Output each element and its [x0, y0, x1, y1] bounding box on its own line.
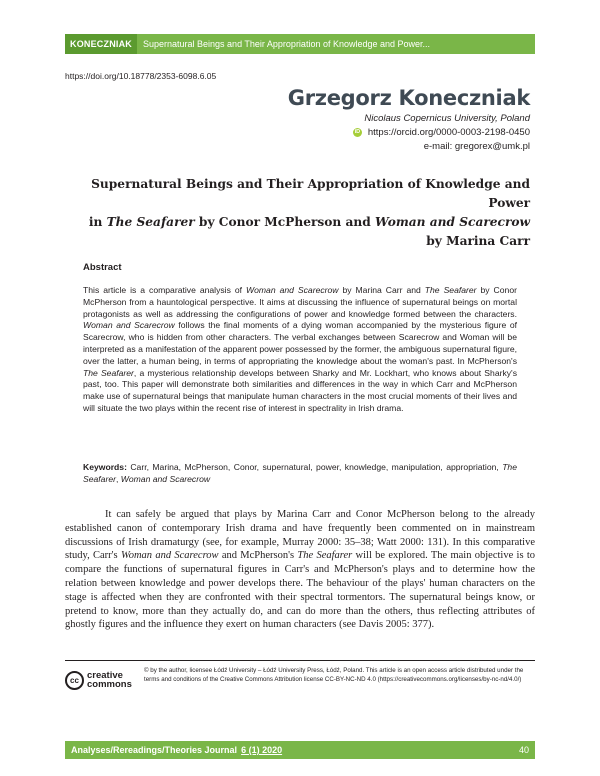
abstract-heading: Abstract [83, 262, 122, 273]
title-work-seafarer: The Seafarer [106, 215, 195, 229]
body-segment: and McPherson's [218, 550, 298, 562]
orcid-icon: iD [354, 129, 361, 135]
body-paragraph [65, 508, 535, 632]
journal-name: Analyses/Rereadings/Theories Journal [71, 745, 238, 755]
creative-commons-logo[interactable] [65, 668, 137, 692]
title-text: in [88, 215, 107, 229]
keyword-work-title: Woman and Scarecrow [120, 473, 211, 484]
abstract-segment: This article is a comparative analysis of [83, 285, 246, 295]
keywords-sep: , [115, 473, 121, 484]
body-work-title: Woman and Scarecrow [120, 550, 219, 562]
abstract-segment: by Marina Carr and [338, 285, 425, 295]
keywords-list: Carr, Marina, McPherson, Conor, supernatural, power, knowledge, manipulation, appropriation, [126, 462, 503, 472]
abstract-segment: , a mysterious relationship develops between Sharky and Mr. Lockhart, who knows about Sharky's past, too. This paper will demonstrate both similarities and differences in the way in which Carr and McPherson make use of supernatural beings that manipulate human characters in the most crucial moments of their lives and will situate the two plays within the recent rise of interest in spectrality in Irish drama. [83, 367, 517, 413]
body-segment: It can safely be argued that plays by Marina Carr and Conor McPherson belong to the already established canon of contemporary Irish drama and have frequently been commented on in mainstream discussions of Irish dramaturgy (see, for example, Murray 2000: 35–38; Watt 2000: 131). In this comparative study, Carr's [65, 509, 535, 562]
article-title [60, 175, 530, 251]
running-header [65, 34, 535, 54]
cc-word: creative [87, 670, 123, 681]
journal-issue-link[interactable]: 6 (1) 2020 [241, 745, 283, 755]
abstract-segment: follows the final moments of a dying woman accompanied by the mysterious figure of Scarecrow, who is hidden from other characters. The verbal exchanges between Scarecrow and Woman will be interpreted as a manifestation of the apparent power possessed by the former, the ambiguous supernatural figure, over the latter, a human being, in terms of appropriating the knowledge about the woman's past. In McPherson's [83, 320, 517, 366]
title-line-1: Supernatural Beings and Their Appropriation of Knowledge and Power [91, 177, 530, 210]
license-divider [65, 660, 535, 661]
keywords [83, 462, 517, 486]
journal-footer [65, 741, 535, 759]
author-block [288, 86, 530, 152]
cc-icon: cc [65, 671, 84, 690]
orcid-line [288, 127, 530, 138]
abstract-work-title: The Seafarer [424, 285, 477, 295]
keyword-work-title: The Seafarer [83, 462, 517, 484]
doi-link[interactable]: https://doi.org/10.18778/2353-6098.6.05 [65, 71, 217, 81]
author-affiliation: Nicolaus Copernicus University, Poland [364, 113, 530, 124]
author-email[interactable]: e-mail: gregorex@umk.pl [423, 141, 530, 152]
cc-wordmark [87, 671, 132, 689]
journal-info [71, 745, 282, 755]
running-title: Supernatural Beings and Their Appropriation of Knowledge and Power... [143, 39, 431, 49]
title-work-scarecrow: Woman and Scarecrow [375, 215, 530, 229]
abstract-work-title: Woman and Scarecrow [246, 285, 339, 295]
abstract-work-title: Woman and Scarecrow [83, 320, 175, 331]
body-work-title: The Seafarer [297, 550, 353, 562]
title-line-3: by Marina Carr [426, 234, 530, 248]
author-name: Grzegorz Koneczniak [287, 86, 530, 110]
orcid-link[interactable]: https://orcid.org/0000-0003-2198-0450 [367, 127, 530, 138]
page-number: 40 [518, 745, 529, 755]
abstract-work-title: The Seafarer [83, 367, 134, 378]
abstract-text [83, 285, 517, 415]
title-line-2 [60, 213, 530, 232]
author-tag: KONECZNIAK [65, 34, 137, 54]
license-text: © by the author, licensee Łódź University – Łódź University Press, Łódź, Poland. This article is an open access article distributed under the terms and conditions of the Creative Commons Attribution license CC-BY-NC-ND 4.0 (https://creativecommons.org/licenses/by-nc-nd/4.0/) [144, 667, 524, 683]
cc-word: commons [87, 679, 132, 690]
keywords-label: Keywords: [83, 462, 127, 472]
title-text: by Conor McPherson and [194, 215, 375, 229]
body-segment: will be explored. The main objective is to compare the functions of supernatural figures in Carr's and McPherson's plays and to determine how the relation between knowledge and power develops there. The behaviour of the plays' human characters on the stage is affected when they are confronted with their spectral tormentors. The supernatural beings know, or pretend to know, more than they actually do, and can do more than the others, thus reflecting attributes of ghostly figures and the influence they exert on human characters (see Davis 2005: 377). [65, 550, 536, 631]
abstract-segment: by Conor McPherson from a hauntological perspective. It aims at discussing the influence of supernatural beings on mortal protagonists as well as addressing the configurations of power and knowledge formed between the characters. [83, 285, 517, 319]
